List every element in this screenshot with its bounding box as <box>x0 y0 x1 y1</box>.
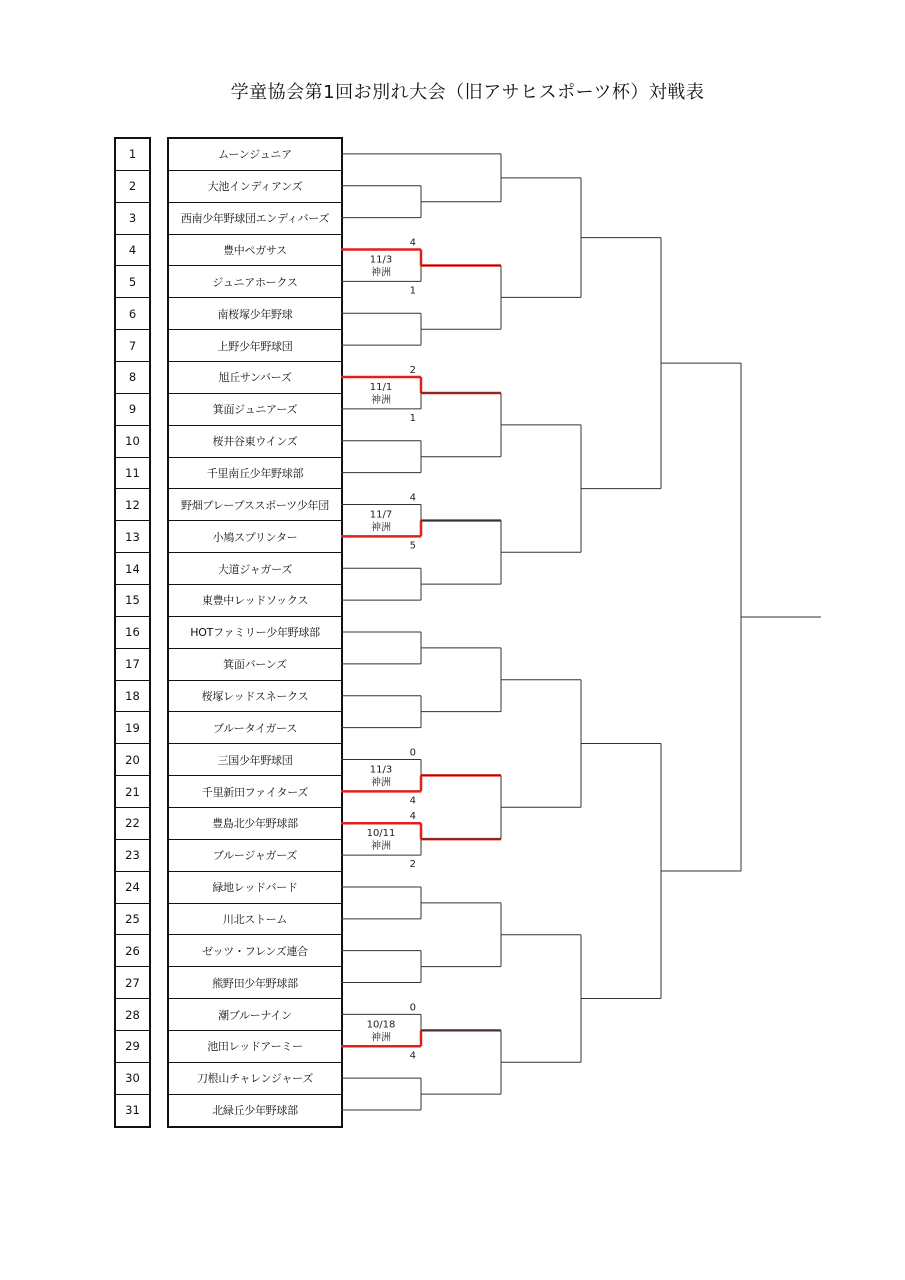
team-name: 小鳩スプリンター <box>169 521 341 553</box>
seed-number: 29 <box>116 1031 149 1063</box>
team-name: ムーンジュニア <box>169 139 341 171</box>
score-bottom: 5 <box>409 540 416 552</box>
team-name: 箕面バーンズ <box>169 649 341 681</box>
team-name: 南桜塚少年野球 <box>169 298 341 330</box>
team-name: 緑地レッドバード <box>169 872 341 904</box>
score-bottom: 2 <box>409 859 416 871</box>
score-top: 4 <box>409 492 416 504</box>
seed-number: 7 <box>116 330 149 362</box>
team-name: 池田レッドアーミー <box>169 1031 341 1063</box>
seed-number: 17 <box>116 649 149 681</box>
team-name: 箕面ジュニアーズ <box>169 394 341 426</box>
seed-number: 31 <box>125 1103 140 1118</box>
team-name: 三国少年野球団 <box>169 744 341 776</box>
seed-number: 22 <box>116 808 149 840</box>
team-name: 桜井谷東ウインズ <box>169 426 341 458</box>
team-name: 刀根山チャレンジャーズ <box>169 1063 341 1095</box>
team-name: 千里新田ファイターズ <box>169 776 341 808</box>
team-name: ゼッツ・フレンズ連合 <box>169 935 341 967</box>
match-venue: 神洲 <box>371 841 391 853</box>
team-name: 野畑ブレーブススポーツ少年団 <box>169 489 341 521</box>
seed-number: 15 <box>116 585 149 617</box>
team-name: 熊野田少年野球部 <box>169 967 341 999</box>
score-bottom: 4 <box>409 1050 416 1062</box>
seed-number: 27 <box>116 967 149 999</box>
seed-number: 8 <box>116 362 149 394</box>
match-date: 11/1 <box>369 381 393 393</box>
seed-number: 21 <box>116 776 149 808</box>
team-name: 豊島北少年野球部 <box>169 808 341 840</box>
score-top: 0 <box>409 1002 416 1014</box>
seed-number: 10 <box>116 426 149 458</box>
seed-number: 24 <box>116 872 149 904</box>
match-date: 10/11 <box>366 828 396 840</box>
seed-number: 26 <box>116 935 149 967</box>
match-venue: 神洲 <box>371 1032 391 1044</box>
team-name: 千里南丘少年野球部 <box>169 458 341 490</box>
seed-number: 6 <box>116 298 149 330</box>
seed-number: 12 <box>116 489 149 521</box>
seed-number: 30 <box>116 1063 149 1095</box>
team-name: 北緑丘少年野球部 <box>212 1104 298 1118</box>
seed-number: 18 <box>116 681 149 713</box>
score-bottom: 4 <box>409 795 416 807</box>
score-top: 4 <box>409 811 416 823</box>
seed-number: 19 <box>116 712 149 744</box>
seed-number: 13 <box>116 521 149 553</box>
score-top: 4 <box>409 237 416 249</box>
seed-number: 28 <box>116 999 149 1031</box>
team-name: 旭丘サンバーズ <box>169 362 341 394</box>
team-name: 桜塚レッドスネークス <box>169 681 341 713</box>
match-venue: 神洲 <box>371 522 391 534</box>
page-title: 学童協会第1回お別れ大会（旧アサヒスポーツ杯）対戦表 <box>230 82 705 103</box>
seed-number: 2 <box>116 171 149 203</box>
score-top: 0 <box>409 747 416 759</box>
seed-number: 5 <box>116 266 149 298</box>
team-name: 西南少年野球団エンディバーズ <box>169 203 341 235</box>
team-name: 川北ストーム <box>169 904 341 936</box>
match-venue: 神洲 <box>371 267 391 279</box>
team-name: 上野少年野球団 <box>169 330 341 362</box>
seed-number: 9 <box>116 394 149 426</box>
match-date: 11/3 <box>369 764 393 776</box>
team-name: ブルージャガーズ <box>169 840 341 872</box>
seed-number: 14 <box>116 553 149 585</box>
match-date: 11/3 <box>369 254 393 266</box>
team-name: ブルータイガース <box>169 712 341 744</box>
score-top: 2 <box>409 365 416 377</box>
match-date: 10/18 <box>366 1019 396 1031</box>
score-bottom: 1 <box>409 285 416 297</box>
team-name: HOTファミリー少年野球部 <box>169 617 341 649</box>
match-date: 11/7 <box>369 509 393 521</box>
match-venue: 神洲 <box>371 777 391 789</box>
team-name: 潮ブルーナイン <box>169 999 341 1031</box>
team-name: 東豊中レッドソックス <box>169 585 341 617</box>
seed-number: 20 <box>116 744 149 776</box>
seed-number: 23 <box>116 840 149 872</box>
score-bottom: 1 <box>409 412 416 424</box>
team-name: 豊中ペガサス <box>169 235 341 267</box>
team-name: 大池インディアンズ <box>169 171 341 203</box>
seed-number: 11 <box>116 458 149 490</box>
seed-number: 16 <box>116 617 149 649</box>
team-name: ジュニアホークス <box>169 266 341 298</box>
seed-number: 4 <box>116 235 149 267</box>
seed-number: 3 <box>116 203 149 235</box>
match-venue: 神洲 <box>371 394 391 406</box>
seed-number: 1 <box>116 139 149 171</box>
seed-number: 25 <box>116 904 149 936</box>
team-name: 大道ジャガーズ <box>169 553 341 585</box>
